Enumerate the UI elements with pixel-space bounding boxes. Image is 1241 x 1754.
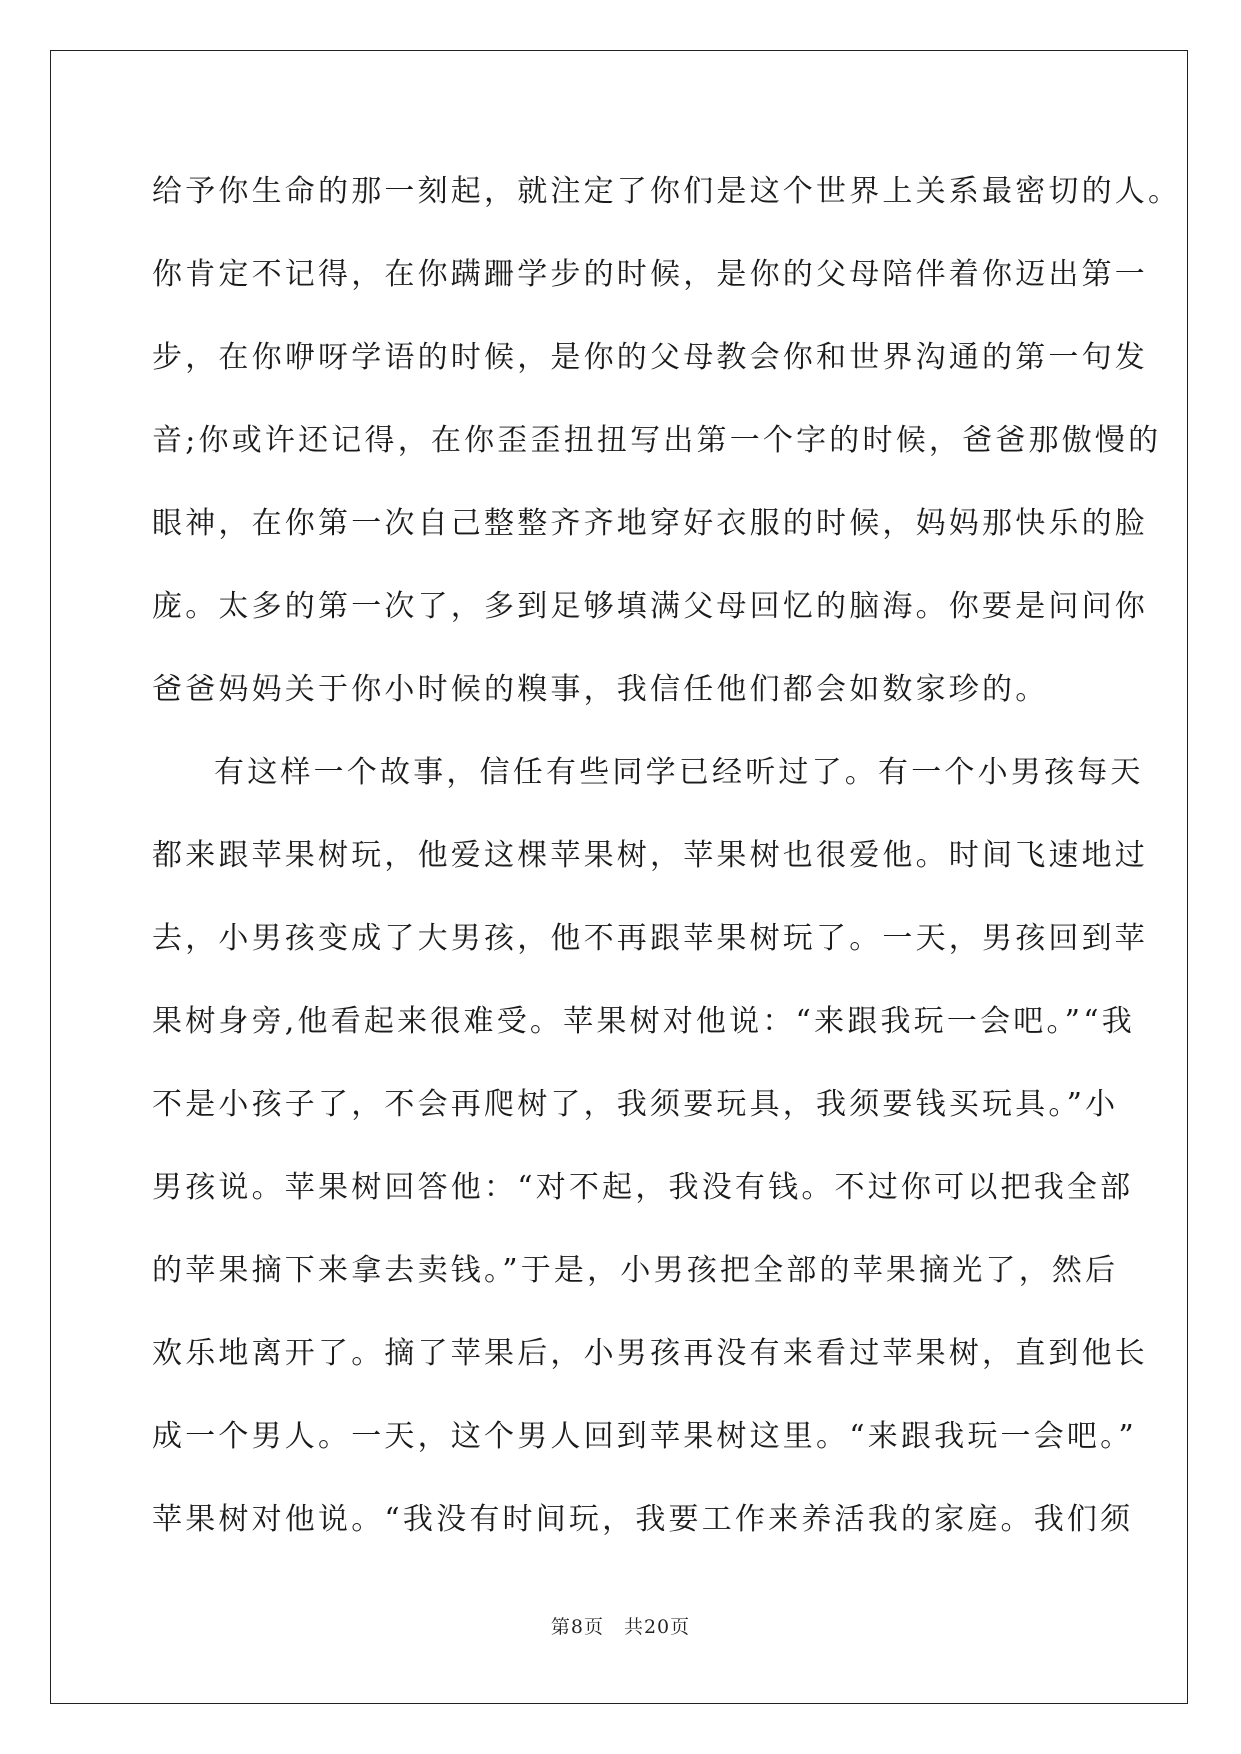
- text-line: 欢乐地离开了。摘了苹果后，小男孩再没有来看过苹果树，直到他长: [152, 1336, 1148, 1371]
- text-line: 眼神，在你第一次自己整整齐齐地穿好衣服的时候，妈妈那快乐的脸: [152, 506, 1148, 541]
- text-line: 去，小男孩变成了大男孩，他不再跟苹果树玩了。一天，男孩回到苹: [152, 921, 1148, 956]
- paragraph-start-line: 有这样一个故事，信任有些同学已经听过了。有一个小男孩每天: [214, 755, 1144, 790]
- page-number: 第8页 共20页: [550, 1616, 691, 1638]
- text-line: 给予你生命的那一刻起，就注定了你们是这个世界上关系最密切的人。: [152, 174, 1182, 209]
- text-line: 不是小孩子了，不会再爬树了，我须要玩具，我须要钱买玩具。”小: [152, 1087, 1119, 1122]
- text-line: 果树身旁,他看起来很难受。苹果树对他说：“来跟我玩一会吧。”“我: [152, 1004, 1135, 1039]
- text-line: 音;你或许还记得，在你歪歪扭扭写出第一个字的时候，爸爸那傲慢的: [152, 423, 1162, 458]
- text-line: 爸爸妈妈关于你小时候的糗事，我信任他们都会如数家珍的。: [152, 672, 1049, 707]
- text-line: 男孩说。苹果树回答他：“对不起，我没有钱。不过你可以把我全部: [152, 1170, 1134, 1205]
- text-line: 的苹果摘下来拿去卖钱。”于是，小男孩把全部的苹果摘光了，然后: [152, 1253, 1119, 1288]
- document-body: [152, 160, 1182, 1571]
- text-line: 你肯定不记得，在你蹒跚学步的时候，是你的父母陪伴着你迈出第一: [152, 257, 1148, 292]
- text-line: 成一个男人。一天，这个男人回到苹果树这里。“来跟我玩一会吧。”: [152, 1419, 1137, 1454]
- text-line: 步，在你咿呀学语的时候，是你的父母教会你和世界沟通的第一句发: [152, 340, 1148, 375]
- text-line: 苹果树对他说。“我没有时间玩，我要工作来养活我的家庭。我们须: [152, 1502, 1134, 1537]
- text-line: 都来跟苹果树玩，他爱这棵苹果树，苹果树也很爱他。时间飞速地过: [152, 838, 1148, 873]
- text-line: 庞。太多的第一次了，多到足够填满父母回忆的脑海。你要是问问你: [152, 589, 1148, 624]
